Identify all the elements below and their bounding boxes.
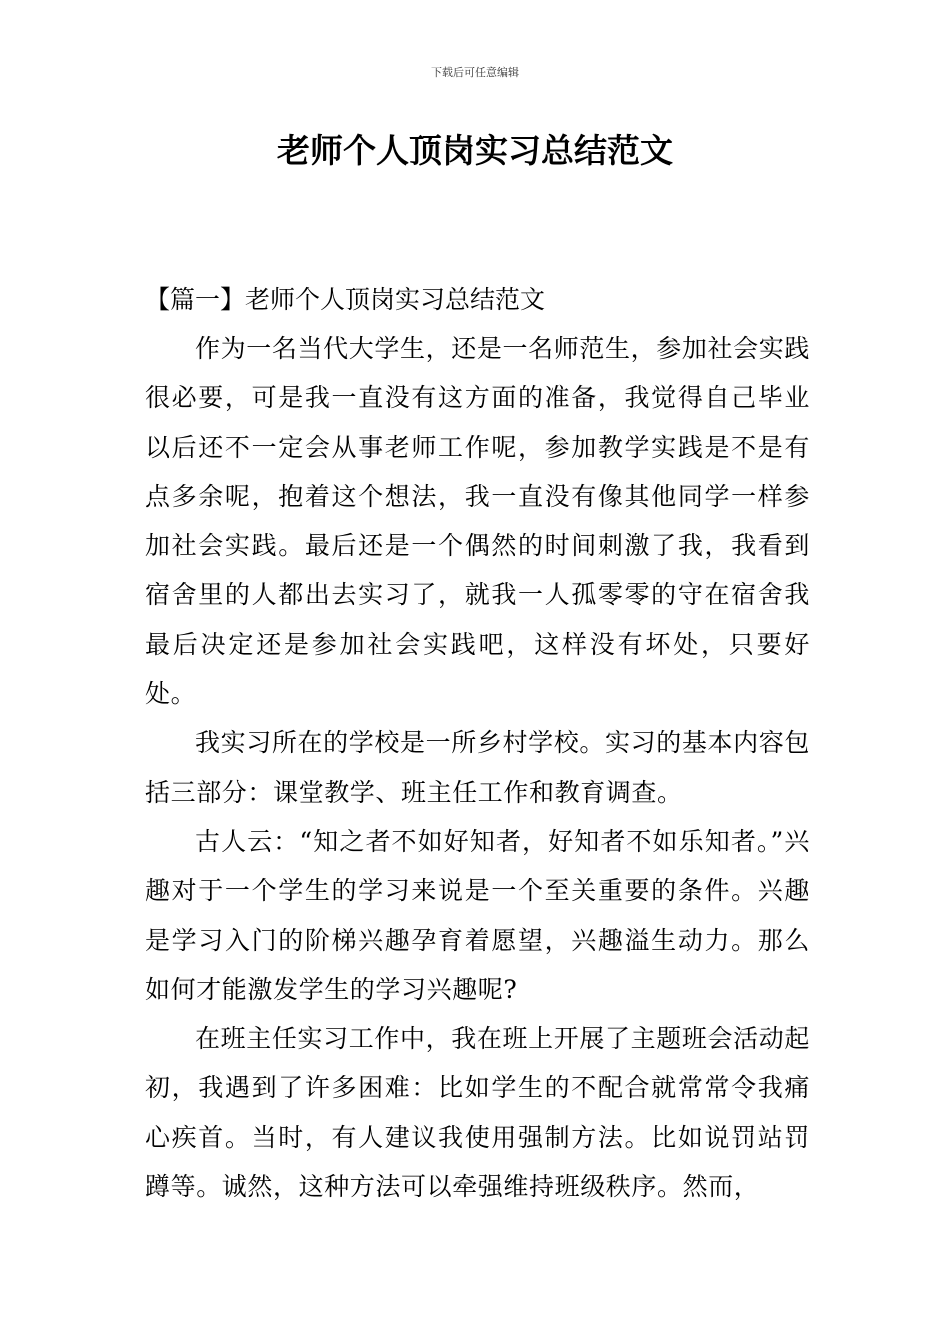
document-body: [145, 276, 810, 1211]
document-title: 老师个人顶岗实习总结范文: [277, 131, 673, 170]
paragraph-1: 作为一名当代大学生，还是一名师范生，参加社会实践很必要，可是我一直没有这方面的准备，我觉得自己毕业以后还不一定会从事老师工作呢，参加教学实践是不是有点多余呢，抱着这个想法，我一直没有像其他同学一样参加社会实践。最后还是一个偶然的时间刺激了我，我看到宿舍里的人都出去实习了，就我一人孤零零的守在宿舍我最后决定还是参加社会实践吧，这样没有坏处，只要好处。: [145, 334, 810, 709]
paragraph-2: 我实习所在的学校是一所乡村学校。实习的基本内容包括三部分：课堂教学、班主任工作和教育调查。: [145, 728, 810, 807]
header-note: 下载后可任意编辑: [431, 66, 519, 79]
section-heading: 【篇一】老师个人顶岗实习总结范文: [145, 285, 546, 314]
paragraph-4: 在班主任实习工作中，我在班上开展了主题班会活动起初，我遇到了许多困难：比如学生的不配合就常常令我痛心疾首。当时，有人建议我使用强制方法。比如说罚站罚蹲等。诚然，这种方法可以牵强维持班级秩序。然而，: [145, 1024, 810, 1202]
paragraph-3: 古人云：“知之者不如好知者，好知者不如乐知者。”兴趣对于一个学生的学习来说是一个至关重要的条件。兴趣是学习入门的阶梯兴趣孕育着愿望，兴趣溢生动力。那么如何才能激发学生的学习兴趣呢?: [145, 826, 810, 1004]
